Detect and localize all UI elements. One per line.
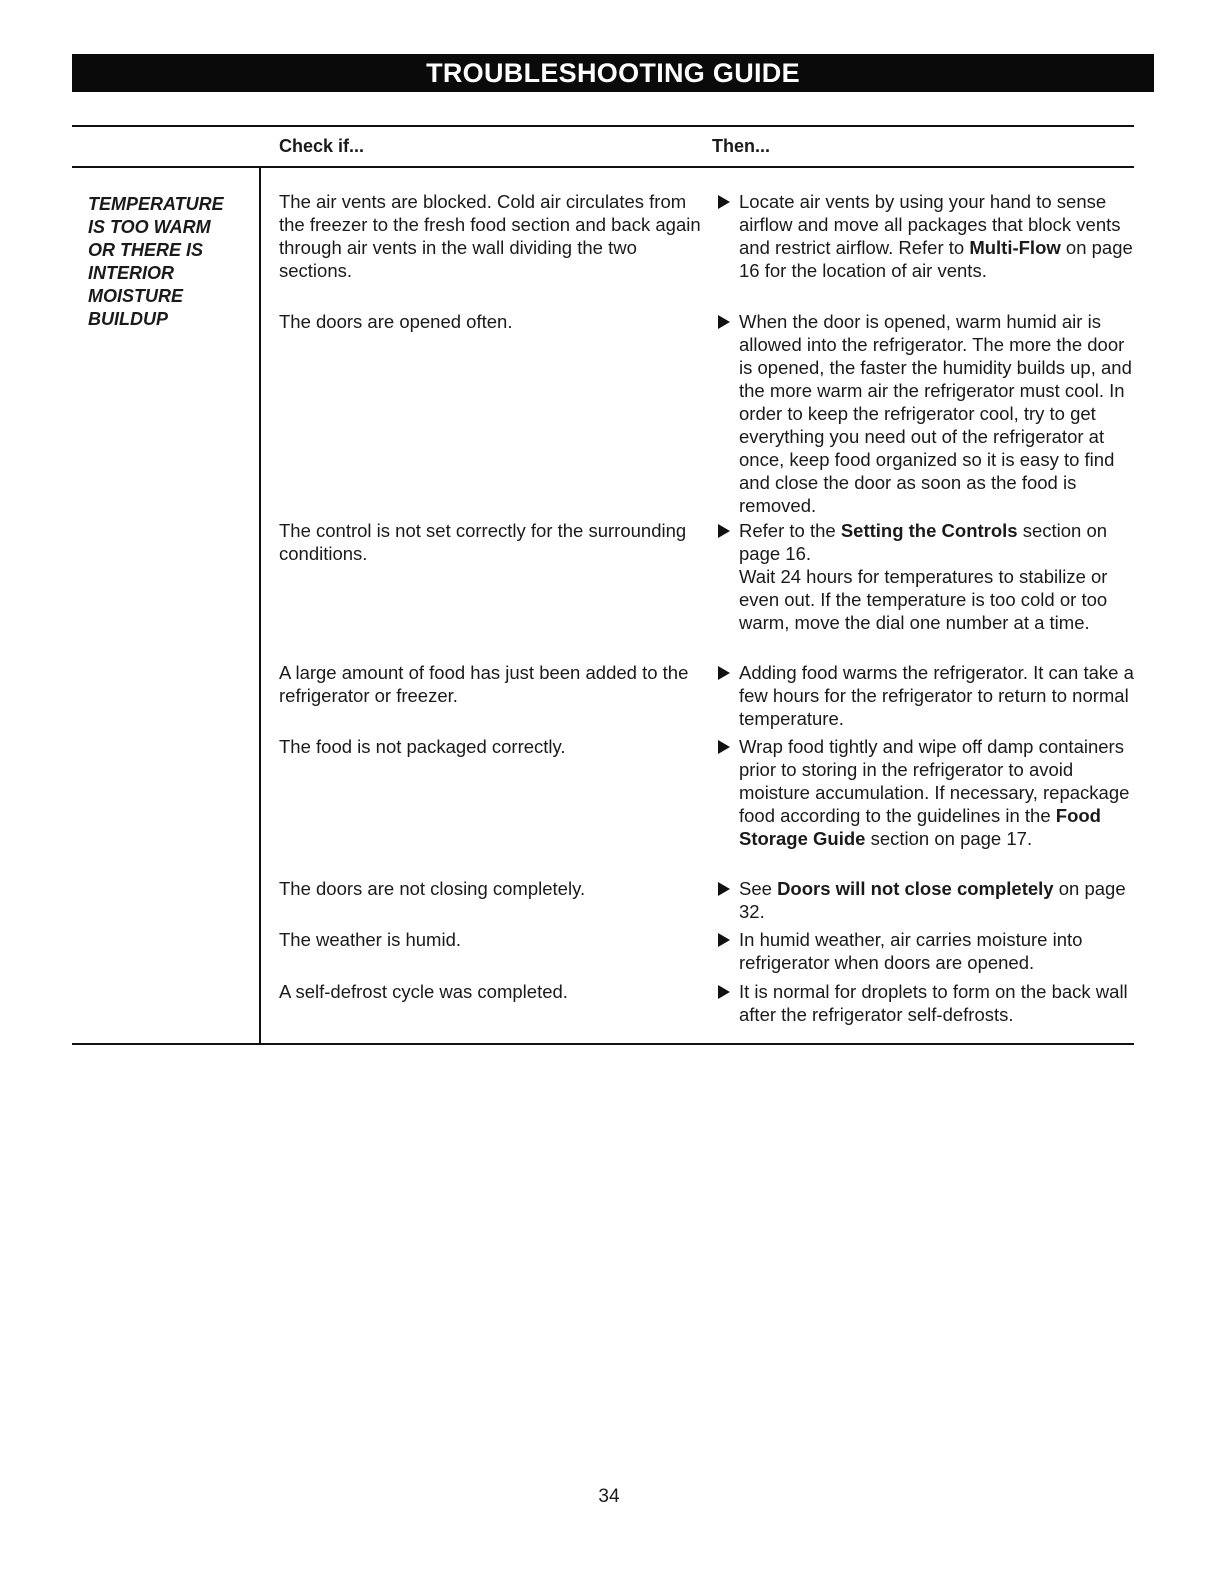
then-text: Locate air vents by using your hand to sense airflow and move all packages that block vents and restrict airflow. Refer to Multi-Flow on page 16 for the location of air vents. bbox=[739, 191, 1133, 281]
arrow-right-icon bbox=[718, 740, 730, 754]
category-line: TEMPERATURE bbox=[88, 194, 224, 214]
arrow-right-icon bbox=[718, 666, 730, 680]
then-cell bbox=[718, 519, 1138, 634]
arrow-right-icon bbox=[718, 315, 730, 329]
then-cell bbox=[718, 928, 1138, 974]
arrow-right-icon bbox=[718, 882, 730, 896]
arrow-right-icon bbox=[718, 524, 730, 538]
header-then: Then... bbox=[712, 136, 770, 156]
then-cell bbox=[718, 310, 1138, 517]
page-number: 34 bbox=[598, 1486, 620, 1507]
category-line: BUILDUP bbox=[88, 309, 168, 329]
then-text-extra: Wait 24 hours for temperatures to stabilize or even out. If the temperature is too cold or too warm, move the dial one number at a time. bbox=[739, 566, 1108, 633]
then-cell bbox=[718, 980, 1138, 1026]
then-text: Refer to the Setting the Controls section on page 16. bbox=[739, 520, 1108, 564]
then-text: It is normal for droplets to form on the back wall after the refrigerator self-defrosts. bbox=[739, 981, 1128, 1025]
check-cell: The doors are opened often. bbox=[279, 311, 513, 332]
check-cell: The control is not set correctly for the surrounding conditions. bbox=[279, 520, 687, 564]
table-bottom-rule bbox=[72, 1043, 1134, 1045]
category-divider bbox=[259, 168, 261, 1044]
then-cell bbox=[718, 190, 1138, 282]
then-cell bbox=[718, 877, 1138, 923]
problem-category bbox=[88, 193, 258, 331]
then-text: See Doors will not close completely on page 32. bbox=[739, 878, 1126, 922]
then-text: When the door is opened, warm humid air is allowed into the refrigerator. The more the door is opened, the faster the humidity builds up, and the more warm air the refrigerator must cool. In order to keep the refrigerator cool, try to get everything you need out of the refrigerator at once, keep food organized so it is easy to find and close the door as soon as the food is removed. bbox=[739, 311, 1132, 516]
then-text: Adding food warms the refrigerator. It can take a few hours for the refrigerator to return to normal temperature. bbox=[739, 662, 1134, 729]
arrow-right-icon bbox=[718, 933, 730, 947]
category-line: OR THERE IS bbox=[88, 240, 204, 260]
then-text: Wrap food tightly and wipe off damp containers prior to storing in the refrigerator to avoid moisture accumulation. If necessary, repackage food according to the guidelines in the Food Storage Guide section on page 17. bbox=[739, 736, 1130, 849]
check-cell: The air vents are blocked. Cold air circulates from the freezer to the fresh food section and back again through air vents in the wall dividing the two sections. bbox=[279, 191, 701, 281]
category-line: MOISTURE bbox=[88, 286, 184, 306]
table-top-rule bbox=[72, 125, 1134, 127]
check-cell: The weather is humid. bbox=[279, 929, 462, 950]
check-cell: A large amount of food has just been added to the refrigerator or freezer. bbox=[279, 662, 689, 706]
arrow-right-icon bbox=[718, 195, 730, 209]
check-cell: A self-defrost cycle was completed. bbox=[279, 981, 568, 1002]
arrow-right-icon bbox=[718, 985, 730, 999]
header-bottom-rule bbox=[72, 166, 1134, 168]
check-cell: The doors are not closing completely. bbox=[279, 878, 586, 899]
category-line: IS TOO WARM bbox=[88, 217, 211, 237]
then-text: In humid weather, air carries moisture into refrigerator when doors are opened. bbox=[739, 929, 1083, 973]
page-title: TROUBLESHOOTING GUIDE bbox=[72, 54, 1154, 92]
header-check-if: Check if... bbox=[279, 136, 365, 156]
category-line: INTERIOR bbox=[88, 263, 175, 283]
then-cell bbox=[718, 735, 1138, 850]
check-cell: The food is not packaged correctly. bbox=[279, 736, 566, 757]
then-cell bbox=[718, 661, 1138, 730]
